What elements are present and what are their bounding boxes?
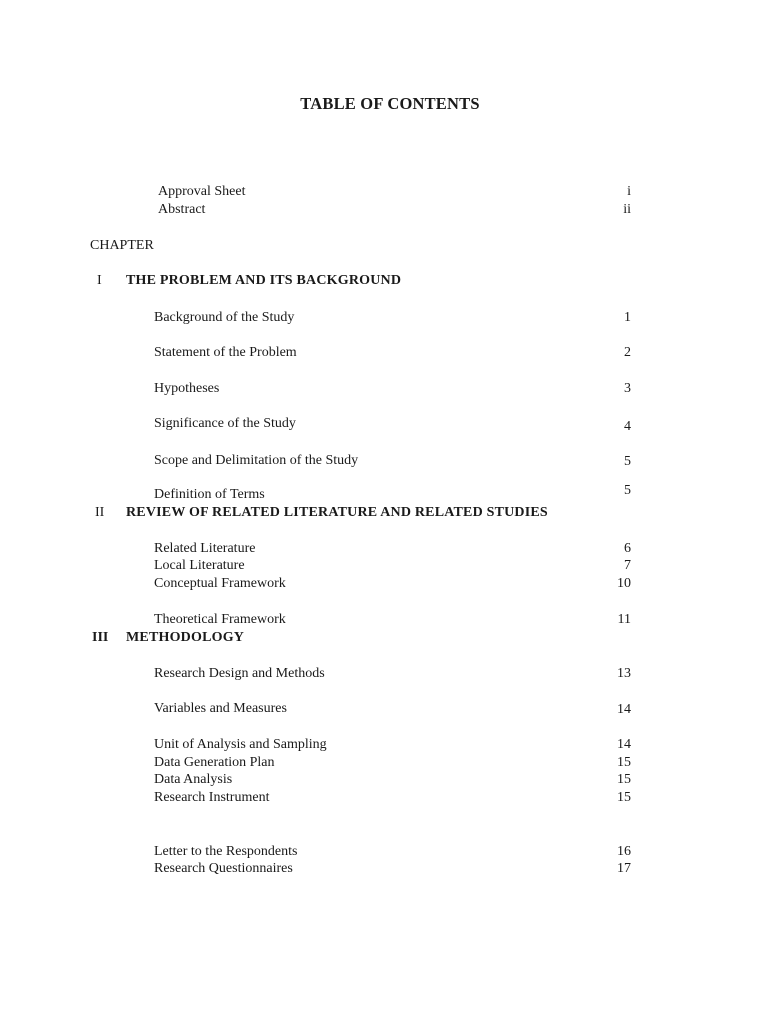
toc-page-number: 2: [624, 345, 631, 360]
toc-entry: Research Instrument: [154, 790, 270, 805]
toc-entry: Background of the Study: [154, 310, 295, 325]
toc-entry: Data Generation Plan: [154, 755, 275, 770]
toc-entry: Letter to the Respondents: [154, 844, 298, 859]
chapter-number: II: [95, 505, 105, 520]
toc-entry: Hypotheses: [154, 381, 220, 396]
toc-entry: Statement of the Problem: [154, 345, 297, 360]
chapter-title: THE PROBLEM AND ITS BACKGROUND: [126, 273, 402, 288]
toc-page-number: 15: [617, 755, 631, 770]
toc-page-number: 14: [617, 737, 631, 752]
toc-page-number: 3: [624, 381, 631, 396]
chapter-heading: CHAPTER: [90, 238, 154, 253]
toc-page-number: 4: [624, 419, 631, 434]
toc-page-number: 1: [624, 310, 631, 325]
toc-entry-label: Abstract: [158, 202, 206, 217]
toc-page-number: 15: [617, 772, 631, 787]
page-title: TABLE OF CONTENTS: [300, 94, 480, 113]
toc-page-number: 10: [617, 576, 631, 591]
toc-page-number: 15: [617, 790, 631, 805]
toc-entry-label: Approval Sheet: [158, 184, 246, 199]
toc-entry: Conceptual Framework: [154, 576, 286, 591]
toc-entry: Research Design and Methods: [154, 666, 325, 681]
toc-entry: Variables and Measures: [154, 701, 287, 716]
toc-entry: Unit of Analysis and Sampling: [154, 737, 327, 752]
toc-entry: Theoretical Framework: [154, 612, 286, 627]
toc-page-number: 5: [624, 483, 631, 498]
toc-page-number: 16: [617, 844, 631, 859]
toc-page-number: 17: [617, 861, 631, 876]
toc-entry: Significance of the Study: [154, 416, 296, 431]
toc-page-number: ii: [623, 202, 631, 217]
toc-page-number: 11: [617, 612, 631, 627]
chapter-title: REVIEW OF RELATED LITERATURE AND RELATED STUDIES: [126, 505, 548, 520]
toc-page-number: 7: [624, 558, 631, 573]
chapter-number: III: [92, 630, 109, 645]
toc-entry-abstract: [158, 201, 205, 219]
toc-entry: Research Questionnaires: [154, 861, 293, 876]
toc-entry: Scope and Delimitation of the Study: [154, 453, 359, 468]
toc-entry-approval-sheet: [158, 183, 245, 201]
toc-entry: Data Analysis: [154, 772, 233, 787]
chapter-number: I: [97, 273, 102, 288]
toc-entry: Definition of Terms: [154, 487, 265, 502]
toc-page-number: 6: [624, 541, 631, 556]
chapter-title: METHODOLOGY: [126, 630, 245, 645]
toc-page-number: 14: [617, 702, 631, 717]
toc-page-number: i: [627, 184, 631, 199]
toc-page-number: 13: [617, 666, 631, 681]
toc-entry: Related Literature: [154, 541, 256, 556]
toc-entry: Local Literature: [154, 558, 245, 573]
toc-page-number: 5: [624, 454, 631, 469]
